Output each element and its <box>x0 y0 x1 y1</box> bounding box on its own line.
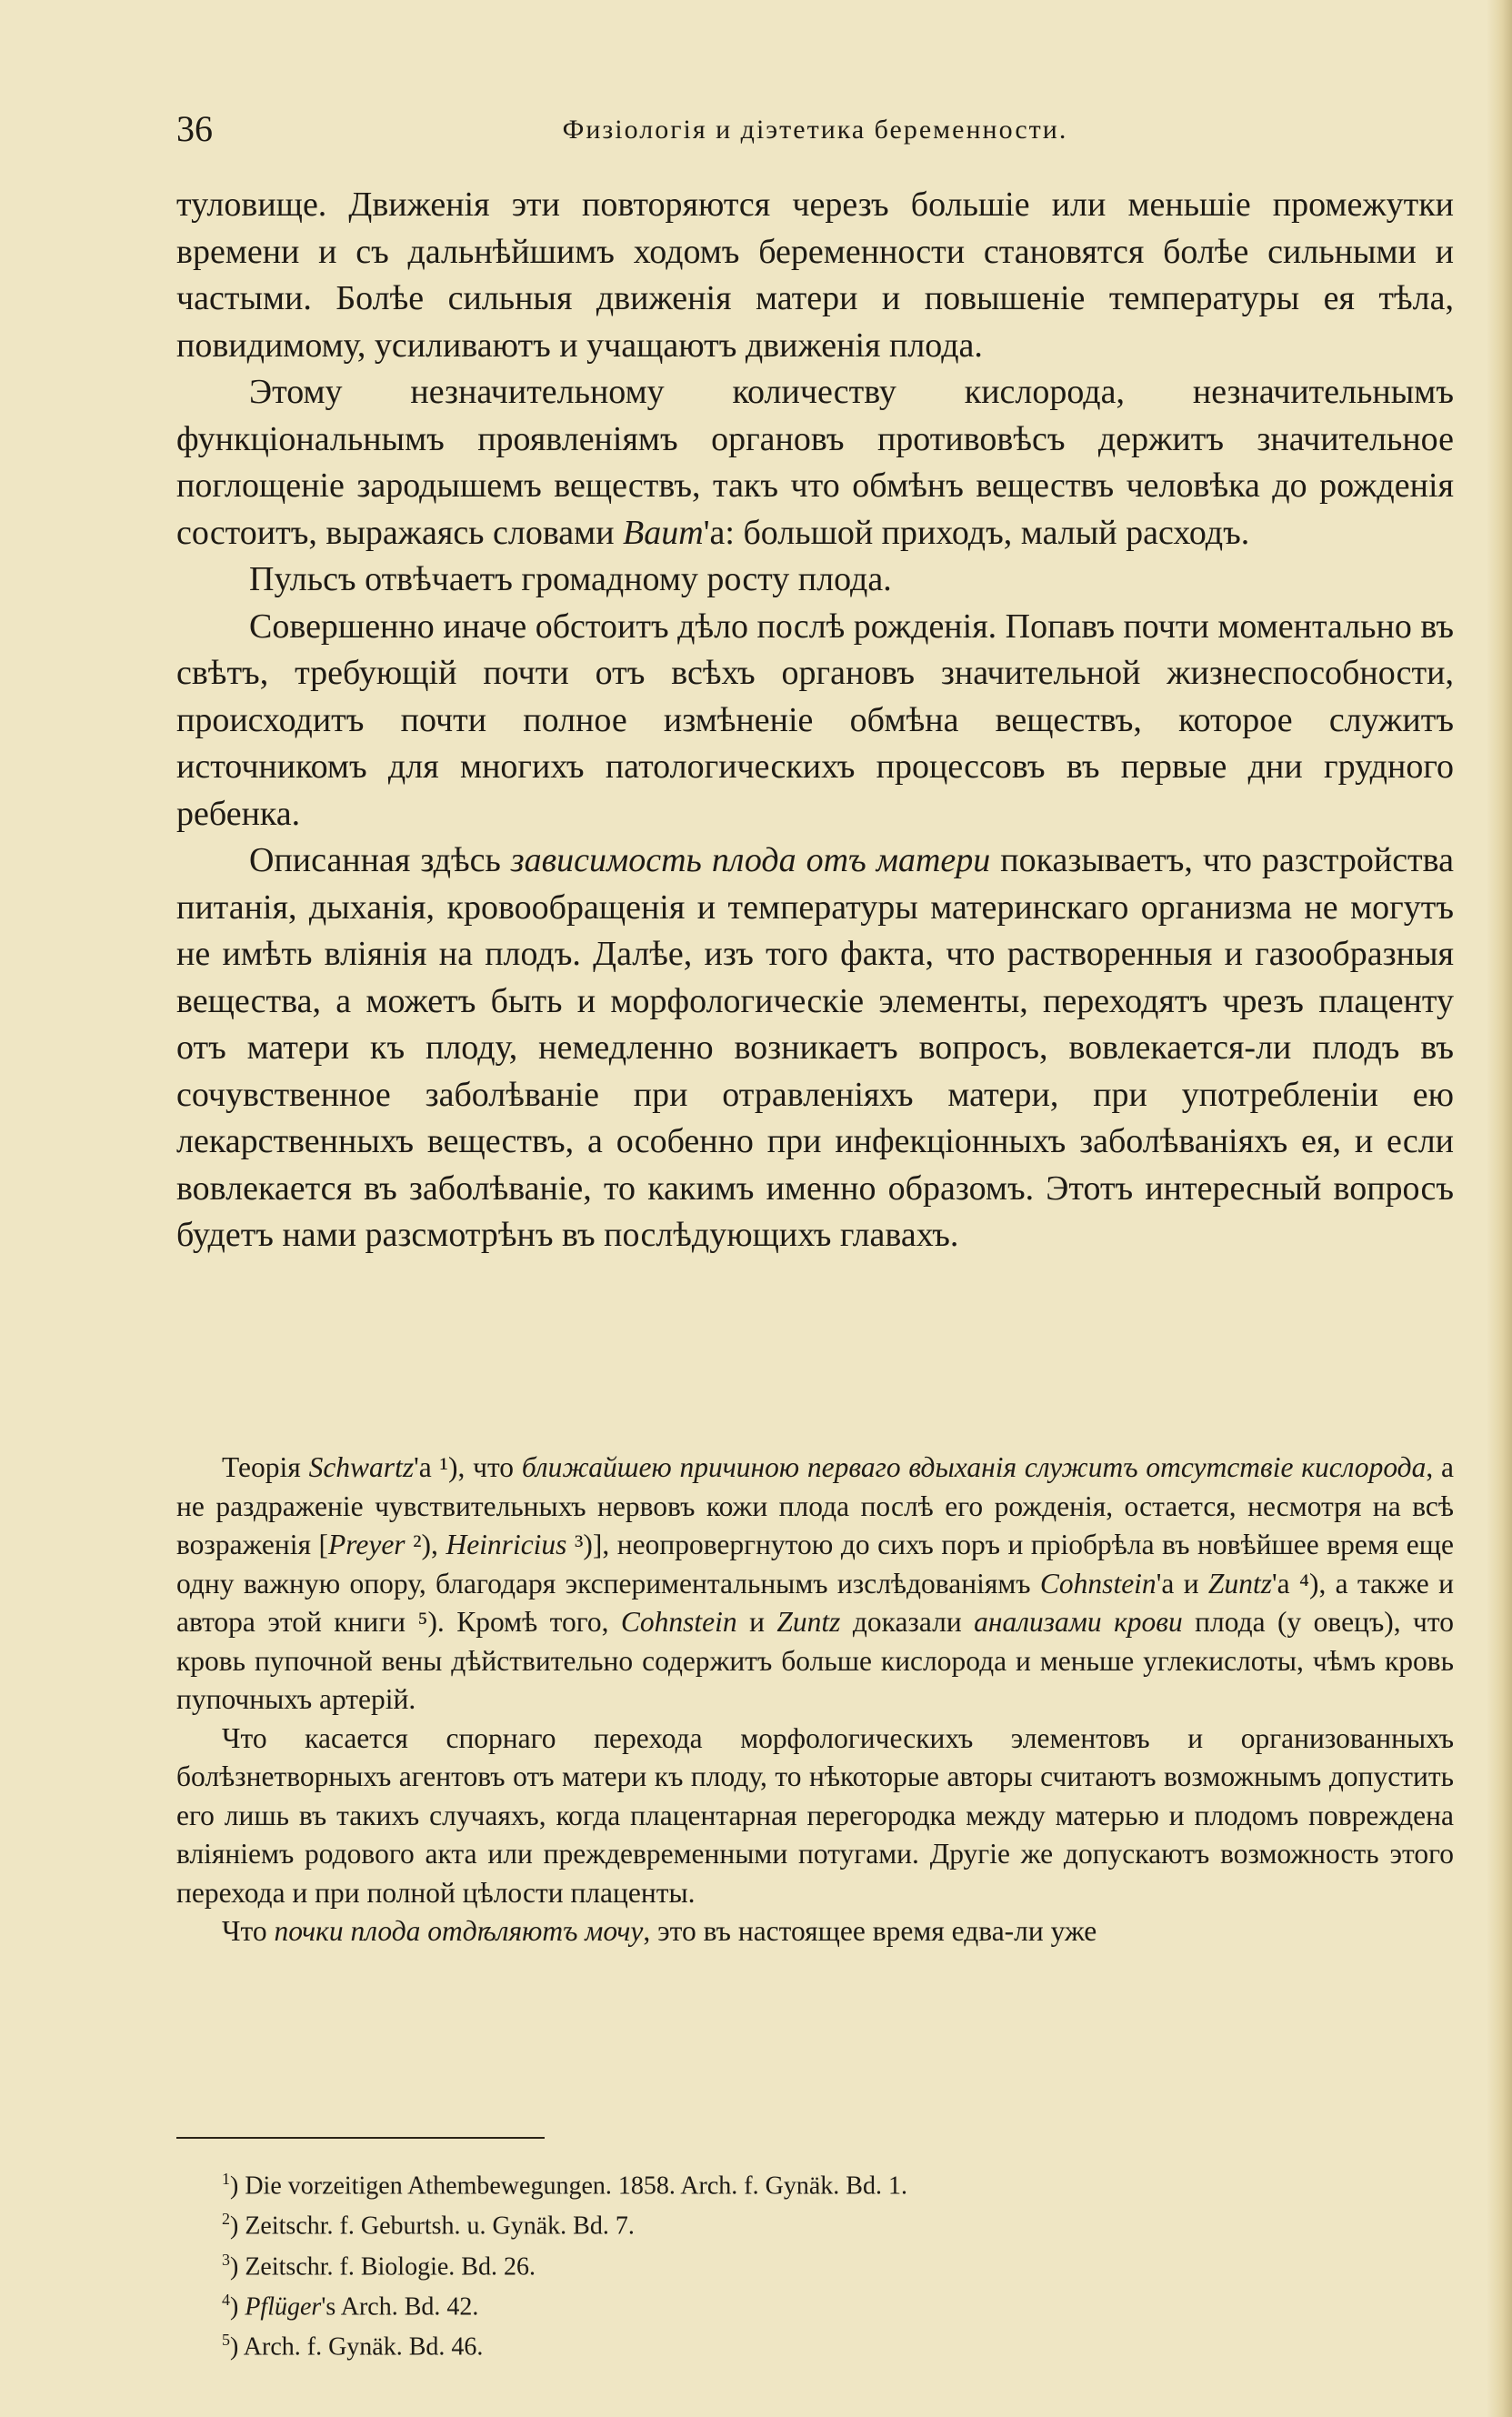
footnote-number: 3 <box>222 2250 230 2269</box>
footnote <box>222 2283 1313 2323</box>
text-run: ³)], неопровергнутою до сихъ поръ и пріобрѣла въ новѣйшее время еще одну важную опору, благодаря экспериментальнымъ изслѣдованіямъ <box>176 1529 1454 1600</box>
text-run: ²), <box>405 1529 446 1560</box>
text-run: Совершенно иначе обстоитъ дѣло послѣ рожденія. Попавъ почти моментально въ свѣтъ, требующій почти отъ всѣхъ органовъ значительной жизнеспособности, происходитъ почти полное измѣненіе обмѣна веществъ, которое служитъ источникомъ для многихъ патологическихъ процессовъ въ первые дни грудного ребенка. <box>176 607 1454 833</box>
page-edge-shadow <box>1487 0 1512 2417</box>
text-run: и <box>736 1606 777 1638</box>
text-run: Что касается спорнаго перехода морфологическихъ элементовъ и организованныхъ болѣзнетворныхъ агентовъ отъ матери къ плоду, то нѣкоторые авторы считаютъ возможнымъ допустить его лишь въ такихъ случаяхъ, когда плацентарная перегородка между матерью и плодомъ повреждена вліяніемъ родового акта или преждевременными потугами. Другіе же допускаютъ возможность этого перехода и при полной цѣлости плаценты. <box>176 1721 1454 1909</box>
footnote-paren: ) <box>230 2252 245 2281</box>
italic-text: Pflüger <box>245 2292 322 2322</box>
text-run: Arch. f. Gynäk. Bd. 46. <box>243 2332 484 2362</box>
text-run: плода (у овецъ), что кровь пупочной вены дѣйствительно содержитъ больше кислорода и меньше углекислоты, чѣмъ кровь пупочныхъ артерій. <box>176 1606 1454 1715</box>
italic-text: зависимость плода отъ матери <box>510 841 991 879</box>
footnote-number: 1 <box>222 2170 230 2188</box>
italic-text: Schwartz <box>308 1451 415 1483</box>
text-run: Zeitschr. f. Geburtsh. u. Gynäk. Bd. 7. <box>245 2211 635 2241</box>
main-text <box>176 182 1454 1259</box>
text-run: Описанная здѣсь <box>249 841 511 879</box>
text-run: Пульсъ отвѣчаетъ громадному росту плода. <box>249 560 892 598</box>
text-run: Теорія <box>222 1451 309 1483</box>
italic-text: почки плода отдѣляютъ мочу <box>274 1915 644 1947</box>
paragraph <box>176 557 1454 604</box>
text-run: , это въ настоящее время едва-ли уже <box>643 1915 1097 1947</box>
footnote-paren: ) <box>230 2171 245 2201</box>
footnote-paren: ) <box>230 2211 245 2241</box>
text-run: 'а ⁴), а также и автора этой книги ⁵). Кромѣ того, <box>176 1567 1454 1638</box>
text-run: Этому незначительному количеству кислорода, незначительнымъ функціональнымъ проявленіямъ органовъ противовѣсъ держитъ значительное поглощеніе зародышемъ веществъ, такъ что обмѣнъ веществъ человѣка до рожденія состоитъ, выражаясь словами <box>176 373 1454 552</box>
italic-text: Heinricius <box>446 1529 567 1560</box>
text-run: 'а и <box>1156 1567 1208 1600</box>
small-paragraph <box>176 1449 1454 1720</box>
italic-text: Ваит <box>623 513 704 552</box>
text-run: Die vorzeitigen Athembewegungen. 1858. Arch. f. Gynäk. Bd. 1. <box>245 2171 907 2201</box>
text-run: Zeitschr. f. Biologie. Bd. 26. <box>245 2252 536 2281</box>
footnote-number: 5 <box>222 2331 230 2350</box>
italic-text: Cohnstein <box>1039 1567 1157 1600</box>
page-header <box>176 107 1454 162</box>
footnote-paren: ) <box>230 2332 244 2362</box>
italic-text: анализами крови <box>974 1606 1183 1638</box>
footnote <box>222 2243 1313 2283</box>
page-number: 36 <box>176 108 213 149</box>
paragraph <box>176 604 1454 838</box>
footnote-number: 4 <box>222 2290 230 2309</box>
italic-text: Preyer <box>328 1529 406 1560</box>
footnote-paren: ) <box>230 2292 245 2322</box>
italic-text: ближайшею причиною перваго вдыханія служитъ отсутствіе кислорода <box>521 1451 1427 1483</box>
footnote <box>222 2202 1313 2242</box>
text-run: 'а: большой приходъ, малый расходъ. <box>703 513 1250 552</box>
text-run: доказали <box>840 1606 975 1638</box>
small-paragraph <box>176 1720 1454 1913</box>
text-run: 'а ¹), что <box>414 1451 522 1483</box>
paragraph <box>176 837 1454 1259</box>
italic-text: Zuntz <box>1207 1567 1272 1600</box>
paragraph <box>176 369 1454 557</box>
footnotes <box>222 2162 1313 2364</box>
italic-text: Cohnstein <box>620 1606 737 1638</box>
footnote <box>222 2323 1313 2363</box>
small-paragraph <box>176 1912 1454 1951</box>
text-run: показываетъ, что разстройства питанія, дыханія, кровообращенія и температуры материнскаго организма не могутъ не имѣть вліянія на плодъ. Далѣе, изъ того факта, что растворенныя и газообразныя вещества, а можетъ быть и морфологическіе элементы, переходятъ чрезъ плаценту отъ матери къ плоду, немедленно возникаетъ вопросъ, вовлекается-ли плодъ въ сочувственное заболѣваніе при отравленіяхъ матери, при употребленіи ею лекарственныхъ веществъ, а особенно при инфекціонныхъ заболѣваніяхъ ея, и если вовлекается въ заболѣваніе, то какимъ именно образомъ. Этотъ интересный вопросъ будетъ нами разсмотрѣнъ въ послѣдующихъ главахъ. <box>176 841 1454 1254</box>
text-run: туловище. Движенія эти повторяются черезъ большіе или меньшіе промежутки времени и съ дальнѣйшимъ ходомъ беременности становятся болѣе сильными и частыми. Болѣе сильныя движенія матери и повышеніе температуры ея тѣла, повидимому, усиливаютъ и учащаютъ движенія плода. <box>176 186 1454 365</box>
footnote-rule <box>176 2137 545 2139</box>
italic-text: Zuntz <box>776 1606 841 1638</box>
small-print-text <box>176 1449 1454 1951</box>
text-run: , а не раздраженіе чувствительныхъ нервовъ кожи плода послѣ его рожденія, остается, несмотря на всѣ возраженія [ <box>176 1451 1454 1560</box>
text-run: Что <box>222 1915 275 1947</box>
running-title: Физіологія и діэтетика беременности. <box>562 115 1068 145</box>
footnote-number: 2 <box>222 2210 230 2229</box>
text-run: 's Arch. Bd. 42. <box>321 2292 479 2322</box>
paragraph <box>176 182 1454 369</box>
footnote <box>222 2162 1313 2202</box>
